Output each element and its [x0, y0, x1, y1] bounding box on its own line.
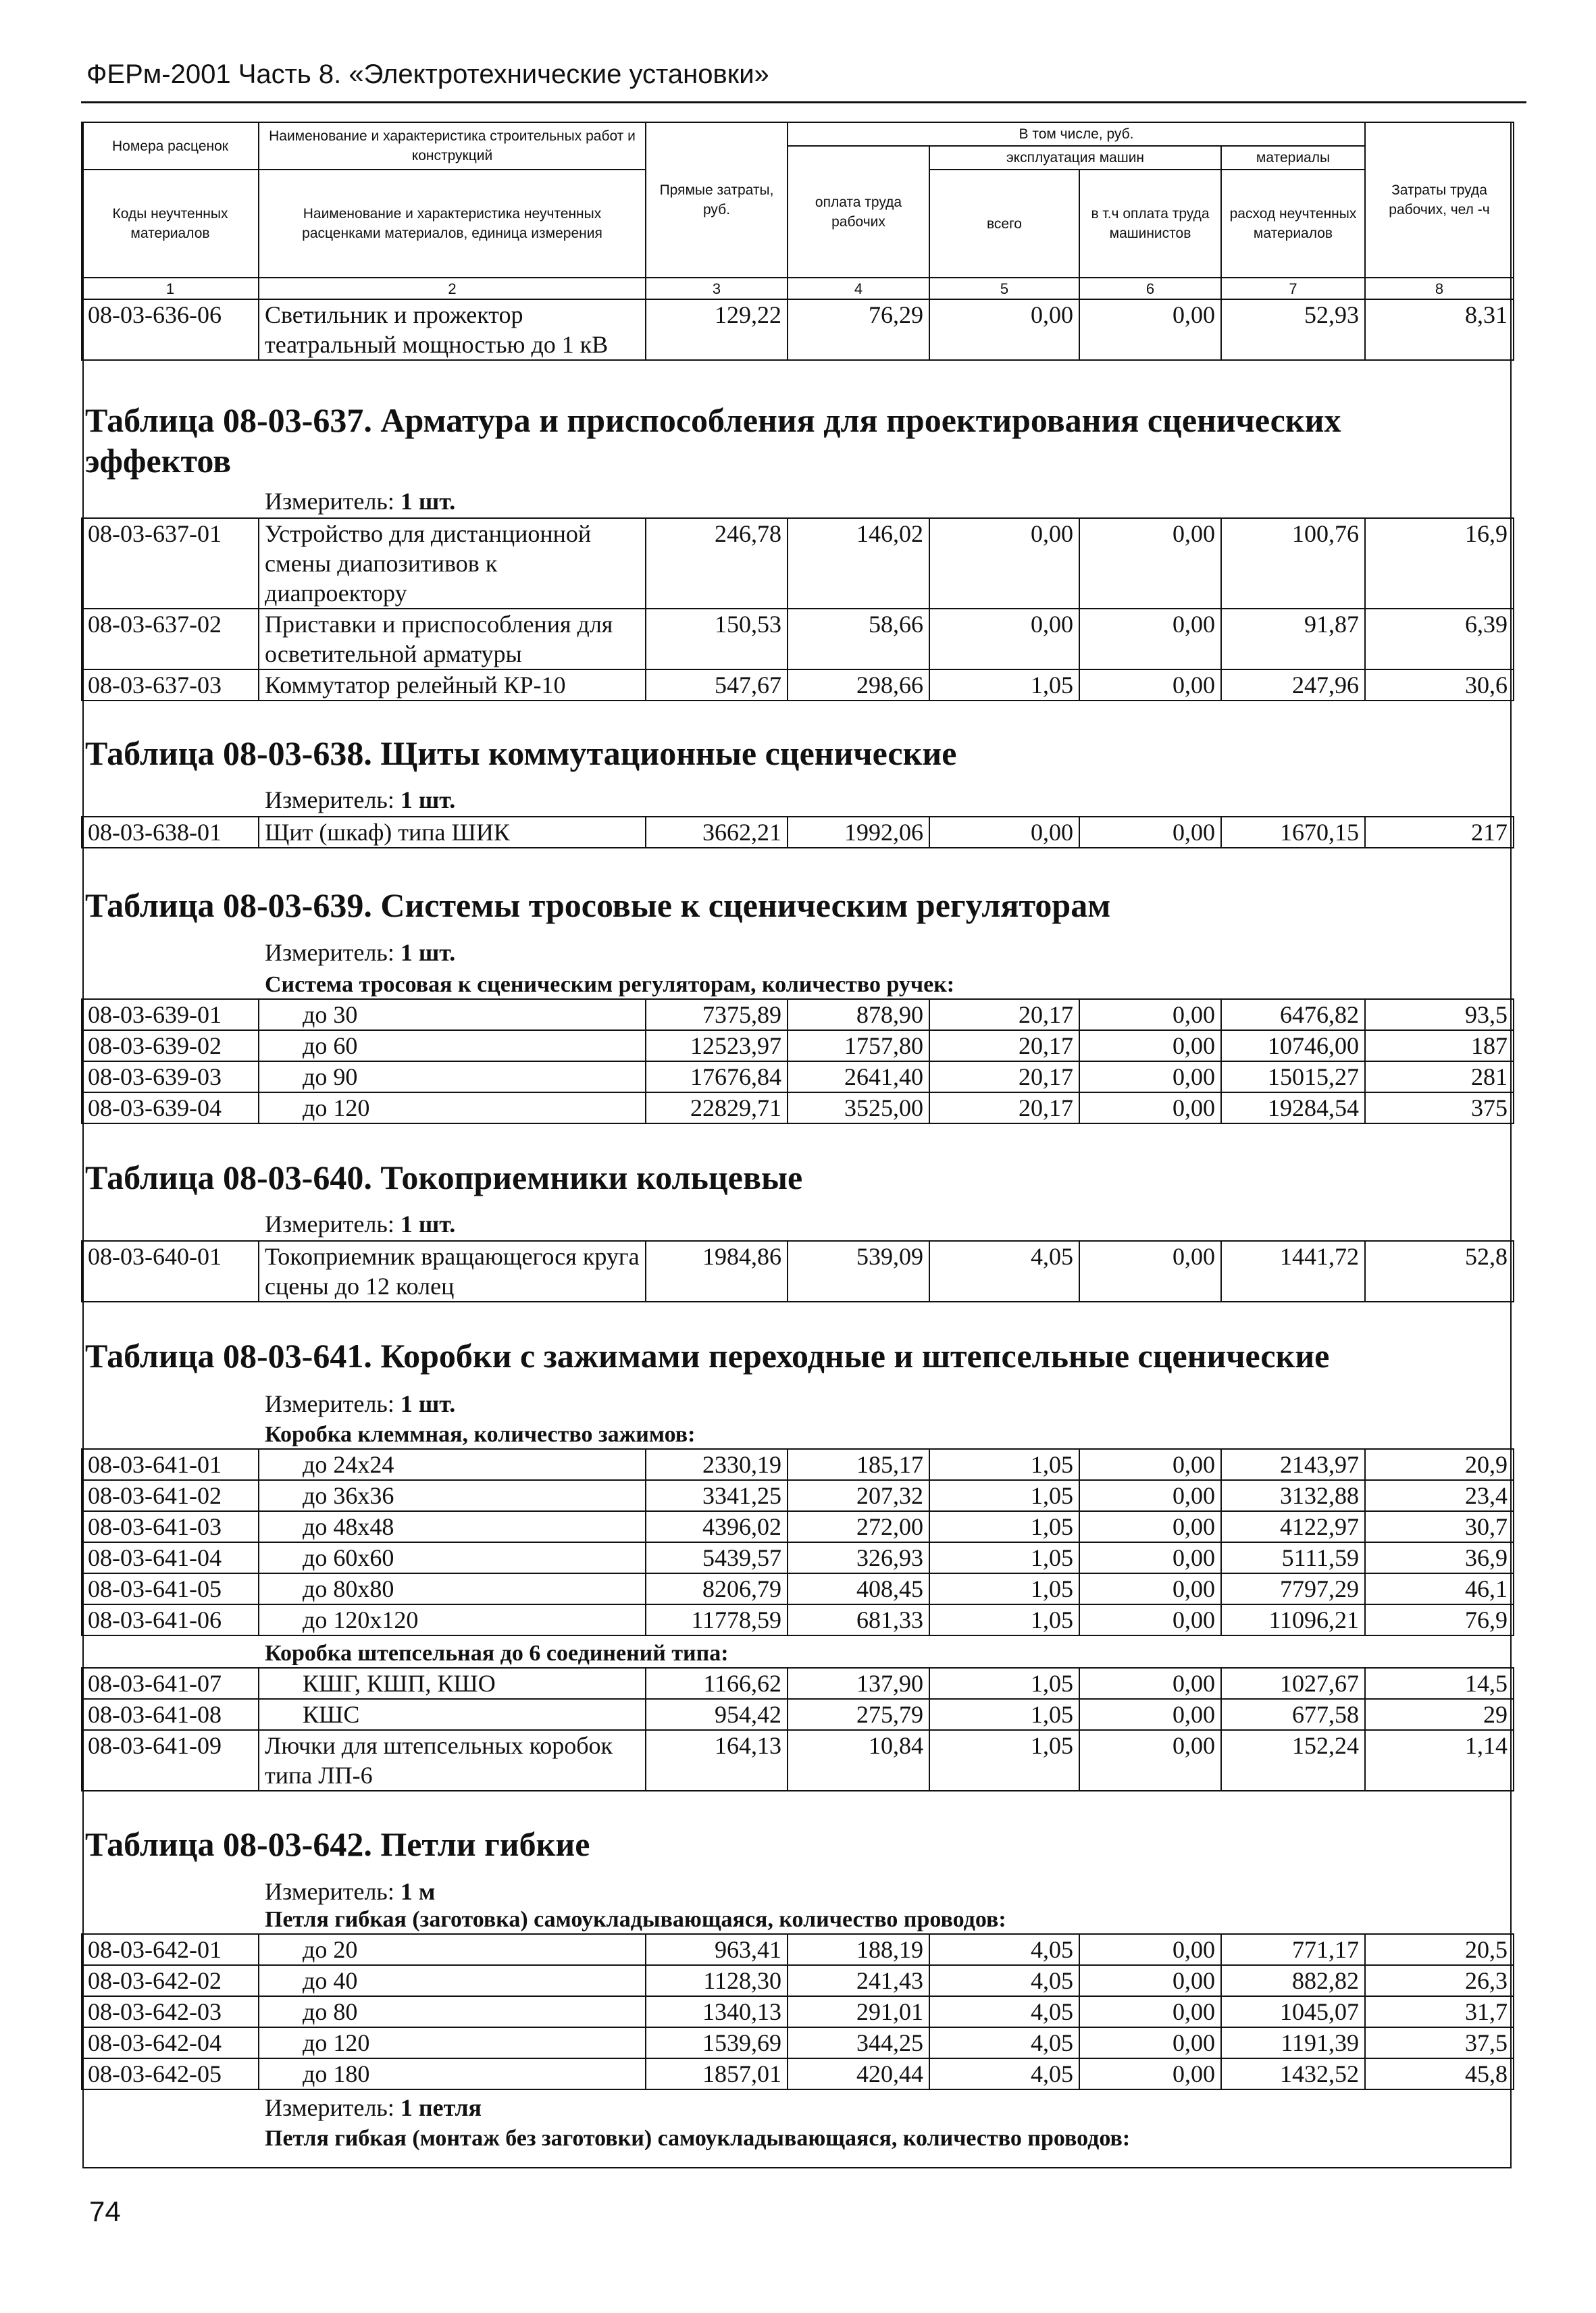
- labor-hours: 217: [1365, 817, 1514, 848]
- table-title: Таблица 08-03-638. Щиты коммутационные сценические: [85, 734, 957, 772]
- wages: 408,45: [788, 1573, 929, 1604]
- machines-total: 20,17: [929, 1092, 1079, 1123]
- direct-costs: 1857,01: [646, 2058, 788, 2089]
- machines-total: 0,00: [929, 609, 1079, 669]
- col-number: 5: [929, 278, 1079, 299]
- wages: 185,17: [788, 1449, 929, 1480]
- materials: 152,24: [1221, 1730, 1365, 1791]
- rates-table-638: [81, 816, 1514, 848]
- rate-code: 08-03-642-01: [82, 1934, 259, 1965]
- direct-costs: 3662,21: [646, 817, 788, 848]
- machinists-wages: 0,00: [1079, 518, 1221, 609]
- machinists-wages: 0,00: [1079, 1449, 1221, 1480]
- rate-code: 08-03-637-03: [82, 669, 259, 701]
- machinists-wages: 0,00: [1079, 1668, 1221, 1699]
- labor-hours: 14,5: [1365, 1668, 1514, 1699]
- rate-name: до 120: [259, 2027, 646, 2058]
- rate-name: до 60: [259, 1030, 646, 1061]
- labor-hours: 8,31: [1365, 299, 1514, 360]
- rate-name: до 48х48: [259, 1511, 646, 1542]
- table-row: [82, 669, 1514, 701]
- rate-name: КШГ, КШП, КШО: [259, 1668, 646, 1699]
- col-number: 6: [1079, 278, 1221, 299]
- labor-hours: 93,5: [1365, 999, 1514, 1030]
- rate-name: Щит (шкаф) типа ШИК: [259, 817, 646, 848]
- machinists-wages: 0,00: [1079, 1934, 1221, 1965]
- rate-name: до 90: [259, 1061, 646, 1092]
- wages: 188,19: [788, 1934, 929, 1965]
- col-header-machines: эксплуатация машин: [929, 146, 1221, 170]
- col-header-including: В том числе, руб.: [788, 122, 1365, 146]
- table-row: [82, 2027, 1514, 2058]
- machinists-wages: 0,00: [1079, 1573, 1221, 1604]
- direct-costs: 1984,86: [646, 1241, 788, 1302]
- machines-total: 1,05: [929, 1730, 1079, 1791]
- rate-code: 08-03-639-02: [82, 1030, 259, 1061]
- rate-name: Лючки для штепсельных коробок типа ЛП-6: [259, 1730, 646, 1791]
- labor-hours: 30,6: [1365, 669, 1514, 701]
- direct-costs: 11778,59: [646, 1604, 788, 1635]
- table-row: [82, 1449, 1514, 1480]
- rate-code: 08-03-639-04: [82, 1092, 259, 1123]
- table-row: [82, 1573, 1514, 1604]
- machines-total: 0,00: [929, 299, 1079, 360]
- rate-name: до 40: [259, 1965, 646, 1996]
- unit-line: Измеритель: 1 м: [265, 1878, 436, 1905]
- machinists-wages: 0,00: [1079, 1730, 1221, 1791]
- direct-costs: 7375,89: [646, 999, 788, 1030]
- rate-code: 08-03-641-05: [82, 1573, 259, 1604]
- col-header-rate-numbers: Номера расценок: [82, 122, 259, 170]
- labor-hours: 23,4: [1365, 1480, 1514, 1511]
- machines-total: 4,05: [929, 1934, 1079, 1965]
- materials: 247,96: [1221, 669, 1365, 701]
- wages: 137,90: [788, 1668, 929, 1699]
- labor-hours: 20,9: [1365, 1449, 1514, 1480]
- rate-name: Светильник и прожектор театральный мощностью до 1 кВ: [259, 299, 646, 360]
- rate-name: до 30: [259, 999, 646, 1030]
- machines-total: 0,00: [929, 817, 1079, 848]
- col-header-material-codes: Коды неучтенных материалов: [82, 170, 259, 278]
- direct-costs: 12523,97: [646, 1030, 788, 1061]
- machines-total: 20,17: [929, 999, 1079, 1030]
- rates-table-641a: [81, 1448, 1514, 1636]
- rate-code: 08-03-640-01: [82, 1241, 259, 1302]
- machines-total: 1,05: [929, 1480, 1079, 1511]
- wages: 272,00: [788, 1511, 929, 1542]
- direct-costs: 150,53: [646, 609, 788, 669]
- machinists-wages: 0,00: [1079, 669, 1221, 701]
- wages: 2641,40: [788, 1061, 929, 1092]
- materials: 10746,00: [1221, 1030, 1365, 1061]
- rate-code: 08-03-641-06: [82, 1604, 259, 1635]
- machines-total: 4,05: [929, 1241, 1079, 1302]
- rate-code: 08-03-641-01: [82, 1449, 259, 1480]
- rate-code: 08-03-641-03: [82, 1511, 259, 1542]
- col-number: 2: [259, 278, 646, 299]
- col-header-material-use: расход неучтенных материалов: [1221, 170, 1365, 278]
- materials: 3132,88: [1221, 1480, 1365, 1511]
- table-row: [82, 1092, 1514, 1123]
- machinists-wages: 0,00: [1079, 999, 1221, 1030]
- unit-line: Измеритель: 1 шт.: [265, 1390, 456, 1417]
- wages: 681,33: [788, 1604, 929, 1635]
- col-number: 7: [1221, 278, 1365, 299]
- unit-line: Измеритель: 1 шт.: [265, 939, 456, 966]
- labor-hours: 16,9: [1365, 518, 1514, 609]
- rate-code: 08-03-642-02: [82, 1965, 259, 1996]
- table-title: Таблица 08-03-637. Арматура и приспособления для проектирования сценических эффектов: [85, 401, 1341, 480]
- labor-hours: 46,1: [1365, 1573, 1514, 1604]
- rates-table-641b: [81, 1667, 1514, 1791]
- col-number: 8: [1365, 278, 1514, 299]
- wages: 291,01: [788, 1996, 929, 2027]
- direct-costs: 2330,19: [646, 1449, 788, 1480]
- machinists-wages: 0,00: [1079, 1061, 1221, 1092]
- direct-costs: 164,13: [646, 1730, 788, 1791]
- machines-total: 1,05: [929, 1542, 1079, 1573]
- direct-costs: 1166,62: [646, 1668, 788, 1699]
- table-row: [82, 1061, 1514, 1092]
- rate-code: 08-03-641-08: [82, 1699, 259, 1730]
- table-row: [82, 299, 1514, 360]
- labor-hours: 36,9: [1365, 1542, 1514, 1573]
- rate-code: 08-03-638-01: [82, 817, 259, 848]
- rate-code: 08-03-642-03: [82, 1996, 259, 2027]
- machinists-wages: 0,00: [1079, 1030, 1221, 1061]
- rate-code: 08-03-641-07: [82, 1668, 259, 1699]
- direct-costs: 1340,13: [646, 1996, 788, 2027]
- labor-hours: 20,5: [1365, 1934, 1514, 1965]
- materials: 2143,97: [1221, 1449, 1365, 1480]
- direct-costs: 246,78: [646, 518, 788, 609]
- wages: 344,25: [788, 2027, 929, 2058]
- wages: 76,29: [788, 299, 929, 360]
- direct-costs: 1539,69: [646, 2027, 788, 2058]
- wages: 1757,80: [788, 1030, 929, 1061]
- labor-hours: 29: [1365, 1699, 1514, 1730]
- table-row: [82, 1480, 1514, 1511]
- direct-costs: 129,22: [646, 299, 788, 360]
- machinists-wages: 0,00: [1079, 2027, 1221, 2058]
- direct-costs: 5439,57: [646, 1542, 788, 1573]
- machines-total: 1,05: [929, 1573, 1079, 1604]
- rates-table-639: [81, 998, 1514, 1124]
- group-heading: Коробка клеммная, количество зажимов:: [265, 1422, 696, 1447]
- wages: 3525,00: [788, 1092, 929, 1123]
- table-row: [82, 1699, 1514, 1730]
- machines-total: 20,17: [929, 1030, 1079, 1061]
- col-number: 1: [82, 278, 259, 299]
- unit-line: Измеритель: 1 шт.: [265, 786, 456, 813]
- materials: 1441,72: [1221, 1241, 1365, 1302]
- col-number: 4: [788, 278, 929, 299]
- machinists-wages: 0,00: [1079, 1965, 1221, 1996]
- machinists-wages: 0,00: [1079, 1604, 1221, 1635]
- table-title: Таблица 08-03-642. Петли гибкие: [85, 1825, 590, 1863]
- group-heading: Коробка штепсельная до 6 соединений типа:: [265, 1641, 729, 1666]
- labor-hours: 37,5: [1365, 2027, 1514, 2058]
- wages: 241,43: [788, 1965, 929, 1996]
- machines-total: 4,05: [929, 1965, 1079, 1996]
- direct-costs: 954,42: [646, 1699, 788, 1730]
- table-row: [82, 518, 1514, 609]
- materials: 6476,82: [1221, 999, 1365, 1030]
- machines-total: 1,05: [929, 1699, 1079, 1730]
- machines-total: 1,05: [929, 1449, 1079, 1480]
- machines-total: 20,17: [929, 1061, 1079, 1092]
- rate-code: 08-03-639-03: [82, 1061, 259, 1092]
- materials: 5111,59: [1221, 1542, 1365, 1573]
- machines-total: 1,05: [929, 669, 1079, 701]
- labor-hours: 1,14: [1365, 1730, 1514, 1791]
- machinists-wages: 0,00: [1079, 1480, 1221, 1511]
- machinists-wages: 0,00: [1079, 1092, 1221, 1123]
- direct-costs: 547,67: [646, 669, 788, 701]
- col-header-material-name: Наименование и характеристика неучтенных расценками материалов, единица измерения: [259, 170, 646, 278]
- table-row: [82, 1604, 1514, 1635]
- group-heading: Петля гибкая (заготовка) самоукладывающаяся, количество проводов:: [265, 1907, 1006, 1932]
- wages: 878,90: [788, 999, 929, 1030]
- machines-total: 1,05: [929, 1511, 1079, 1542]
- materials: 7797,29: [1221, 1573, 1365, 1604]
- col-header-work-name: Наименование и характеристика строительных работ и конструкций: [259, 122, 646, 170]
- running-head: ФЕРм-2001 Часть 8. «Электротехнические установки»: [86, 59, 769, 89]
- labor-hours: 45,8: [1365, 2058, 1514, 2089]
- table-row: [82, 817, 1514, 848]
- materials: 1670,15: [1221, 817, 1365, 848]
- col-header-machinists: в т.ч оплата труда машинистов: [1079, 170, 1221, 278]
- wages: 326,93: [788, 1542, 929, 1573]
- materials: 15015,27: [1221, 1061, 1365, 1092]
- wages: 58,66: [788, 609, 929, 669]
- unit-line: Измеритель: 1 шт.: [265, 1211, 456, 1238]
- labor-hours: 26,3: [1365, 1965, 1514, 1996]
- table-title: Таблица 08-03-640. Токоприемники кольцевые: [85, 1159, 803, 1196]
- direct-costs: 3341,25: [646, 1480, 788, 1511]
- table-row: [82, 1934, 1514, 1965]
- materials: 91,87: [1221, 609, 1365, 669]
- wages: 420,44: [788, 2058, 929, 2089]
- machinists-wages: 0,00: [1079, 1542, 1221, 1573]
- machines-total: 1,05: [929, 1668, 1079, 1699]
- rates-table-642: [81, 1933, 1514, 2090]
- table-row: [82, 1241, 1514, 1302]
- materials: 1045,07: [1221, 1996, 1365, 2027]
- machines-total: 4,05: [929, 2058, 1079, 2089]
- machinists-wages: 0,00: [1079, 1996, 1221, 2027]
- machinists-wages: 0,00: [1079, 817, 1221, 848]
- rate-code: 08-03-641-09: [82, 1730, 259, 1791]
- table-title: Таблица 08-03-641. Коробки с зажимами переходные и штепсельные сценические: [85, 1337, 1330, 1375]
- materials: 771,17: [1221, 1934, 1365, 1965]
- direct-costs: 17676,84: [646, 1061, 788, 1092]
- rate-name: до 180: [259, 2058, 646, 2089]
- table-row: [82, 2058, 1514, 2089]
- rate-code: 08-03-642-04: [82, 2027, 259, 2058]
- table-row: [82, 1511, 1514, 1542]
- page-number: 74: [89, 2195, 121, 2227]
- labor-hours: 6,39: [1365, 609, 1514, 669]
- rate-code: 08-03-637-01: [82, 518, 259, 609]
- rate-name: до 80: [259, 1996, 646, 2027]
- rate-code: 08-03-641-04: [82, 1542, 259, 1573]
- table-row: [82, 1965, 1514, 1996]
- materials: 1432,52: [1221, 2058, 1365, 2089]
- machinists-wages: 0,00: [1079, 1511, 1221, 1542]
- table-row: [82, 609, 1514, 669]
- header-rule: [81, 101, 1526, 103]
- materials: 52,93: [1221, 299, 1365, 360]
- rate-name: до 20: [259, 1934, 646, 1965]
- wages: 207,32: [788, 1480, 929, 1511]
- unit-line: Измеритель: 1 шт.: [265, 488, 456, 515]
- rate-name: до 60х60: [259, 1542, 646, 1573]
- direct-costs: 1128,30: [646, 1965, 788, 1996]
- rate-code: 08-03-641-02: [82, 1480, 259, 1511]
- group-heading: Петля гибкая (монтаж без заготовки) самоукладывающаяся, количество проводов:: [265, 2126, 1131, 2151]
- wages: 10,84: [788, 1730, 929, 1791]
- col-header-labor: Затраты труда рабочих, чел -ч: [1365, 122, 1514, 278]
- machines-total: 1,05: [929, 1604, 1079, 1635]
- col-header-wages: оплата труда рабочих: [788, 146, 929, 278]
- rate-code: 08-03-636-06: [82, 299, 259, 360]
- machines-total: 4,05: [929, 2027, 1079, 2058]
- wages: 1992,06: [788, 817, 929, 848]
- materials: 11096,21: [1221, 1604, 1365, 1635]
- labor-hours: 30,7: [1365, 1511, 1514, 1542]
- rate-name: до 120х120: [259, 1604, 646, 1635]
- column-header-table: [81, 122, 1514, 361]
- rate-name: до 80х80: [259, 1573, 646, 1604]
- labor-hours: 187: [1365, 1030, 1514, 1061]
- col-number: 3: [646, 278, 788, 299]
- machinists-wages: 0,00: [1079, 1699, 1221, 1730]
- rate-code: 08-03-642-05: [82, 2058, 259, 2089]
- machinists-wages: 0,00: [1079, 299, 1221, 360]
- materials: 1027,67: [1221, 1668, 1365, 1699]
- wages: 275,79: [788, 1699, 929, 1730]
- rate-name: до 120: [259, 1092, 646, 1123]
- materials: 882,82: [1221, 1965, 1365, 1996]
- rate-name: КШС: [259, 1699, 646, 1730]
- rate-name: до 36х36: [259, 1480, 646, 1511]
- wages: 146,02: [788, 518, 929, 609]
- labor-hours: 281: [1365, 1061, 1514, 1092]
- direct-costs: 22829,71: [646, 1092, 788, 1123]
- machinists-wages: 0,00: [1079, 609, 1221, 669]
- machines-total: 4,05: [929, 1996, 1079, 2027]
- materials: 19284,54: [1221, 1092, 1365, 1123]
- col-header-materials: материалы: [1221, 146, 1365, 170]
- col-header-machines-total: всего: [929, 170, 1079, 278]
- machines-total: 0,00: [929, 518, 1079, 609]
- table-row: [82, 1542, 1514, 1573]
- rate-code: 08-03-639-01: [82, 999, 259, 1030]
- rate-name: до 24х24: [259, 1449, 646, 1480]
- rate-name: Коммутатор релейный КР-10: [259, 669, 646, 701]
- rate-name: Приставки и приспособления для осветительной арматуры: [259, 609, 646, 669]
- table-row: [82, 1996, 1514, 2027]
- labor-hours: 76,9: [1365, 1604, 1514, 1635]
- labor-hours: 52,8: [1365, 1241, 1514, 1302]
- materials: 1191,39: [1221, 2027, 1365, 2058]
- table-row: [82, 999, 1514, 1030]
- labor-hours: 375: [1365, 1092, 1514, 1123]
- rates-table-640: [81, 1240, 1514, 1302]
- rates-table-637: [81, 517, 1514, 701]
- table-row: [82, 1730, 1514, 1791]
- direct-costs: 8206,79: [646, 1573, 788, 1604]
- materials: 4122,97: [1221, 1511, 1365, 1542]
- direct-costs: 963,41: [646, 1934, 788, 1965]
- materials: 100,76: [1221, 518, 1365, 609]
- machinists-wages: 0,00: [1079, 1241, 1221, 1302]
- rate-name: Токоприемник вращающегося круга сцены до 12 колец: [259, 1241, 646, 1302]
- table-title: Таблица 08-03-639. Системы тросовые к сценическим регуляторам: [85, 886, 1111, 924]
- table-row: [82, 1030, 1514, 1061]
- direct-costs: 4396,02: [646, 1511, 788, 1542]
- rate-name: Устройство для дистанционной смены диапозитивов к диапроектору: [259, 518, 646, 609]
- group-heading: Система тросовая к сценическим регуляторам, количество ручек:: [265, 972, 955, 997]
- unit-line: Измеритель: 1 петля: [265, 2094, 482, 2121]
- table-row: [82, 1668, 1514, 1699]
- machinists-wages: 0,00: [1079, 2058, 1221, 2089]
- col-header-direct-costs: Прямые затраты, руб.: [646, 122, 788, 278]
- wages: 539,09: [788, 1241, 929, 1302]
- labor-hours: 31,7: [1365, 1996, 1514, 2027]
- materials: 677,58: [1221, 1699, 1365, 1730]
- rate-code: 08-03-637-02: [82, 609, 259, 669]
- wages: 298,66: [788, 669, 929, 701]
